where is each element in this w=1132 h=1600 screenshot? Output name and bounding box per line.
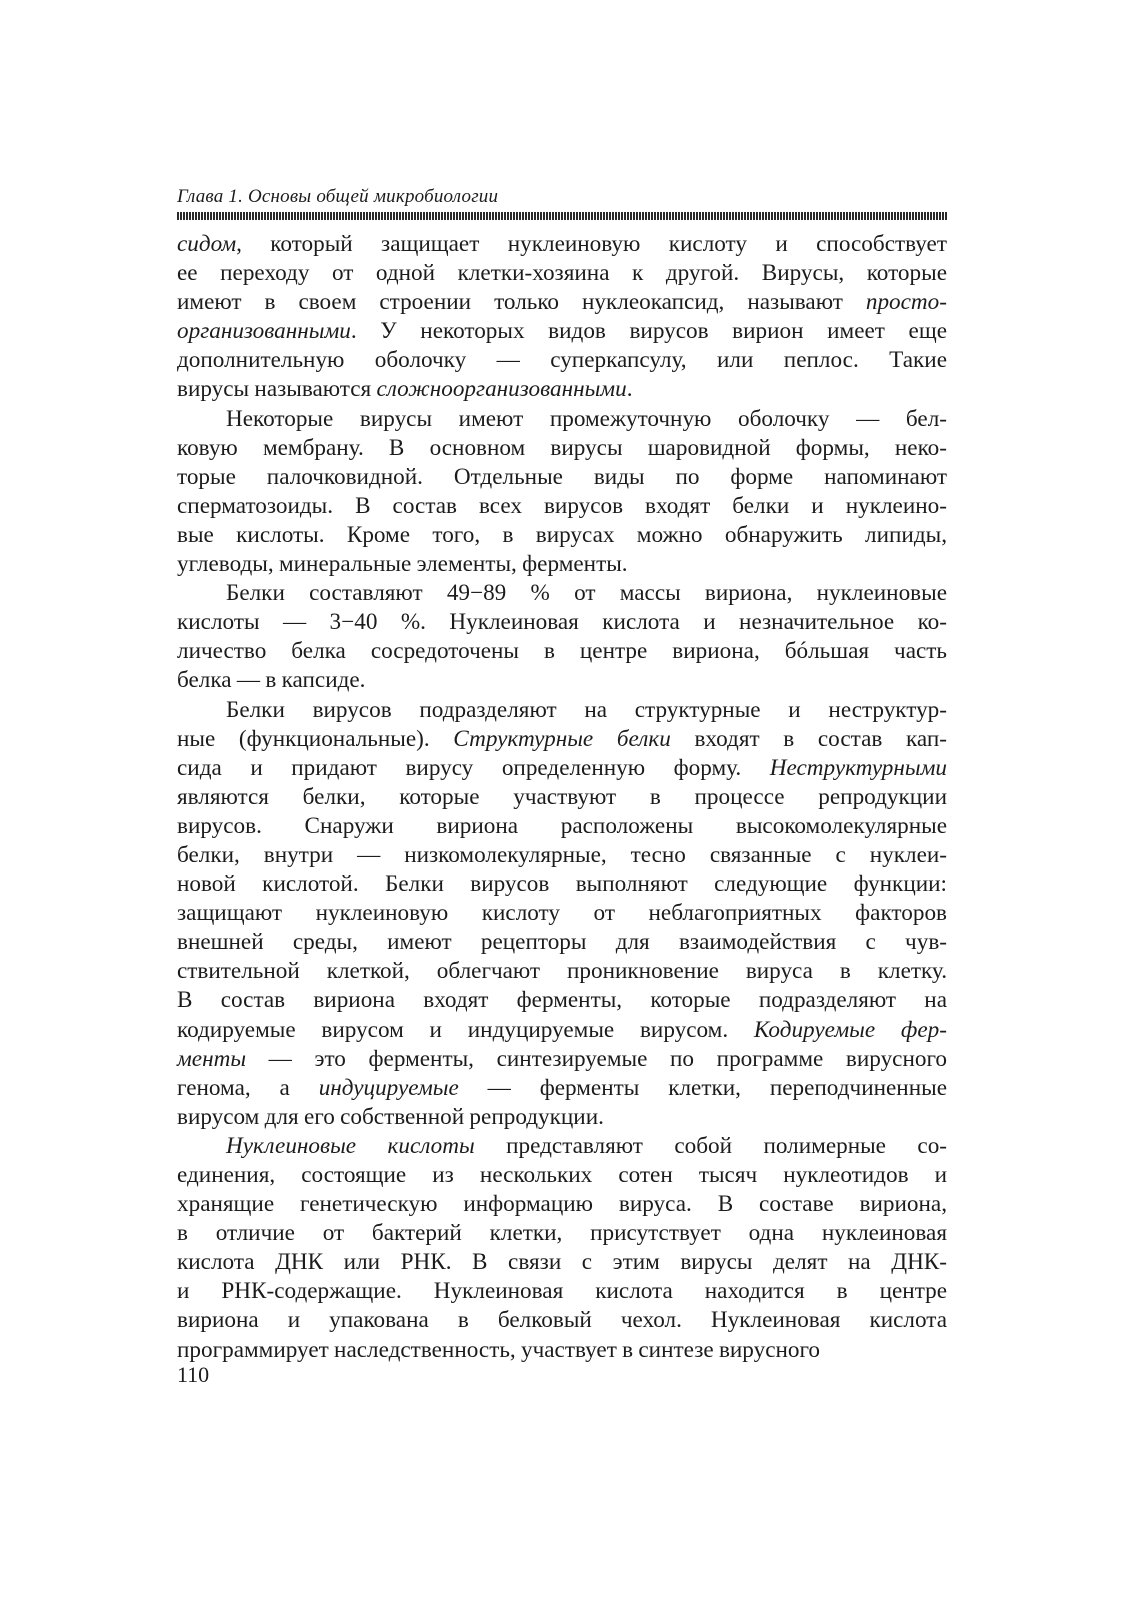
italic-term: Структурные белки — [453, 725, 671, 752]
italic-term: индуцируемые — [318, 1074, 459, 1101]
text-line — [177, 288, 947, 317]
text-line — [177, 1132, 947, 1161]
text-line — [177, 725, 947, 754]
text-run: входят в состав кап- — [670, 725, 947, 752]
paragraph — [177, 1132, 947, 1365]
text-run: , который защищает нуклеиновую кислоту и способствует — [236, 231, 947, 257]
text-run: — это ферменты, синтезируемые по программе вирусного — [246, 1045, 947, 1072]
text-line — [177, 492, 947, 521]
text-line — [177, 1277, 947, 1306]
italic-term: сложноорганизованными — [376, 376, 627, 403]
text-run: белки, внутри — низкомолекулярные, тесно связанные с нуклеи- — [177, 841, 947, 868]
text-line — [177, 783, 947, 812]
text-run: в отличие от бактерий клетки, присутствует одна нуклеиновая — [177, 1220, 947, 1247]
italic-term: Кодируемые фер- — [753, 1016, 947, 1043]
body-text — [177, 230, 947, 1365]
text-line — [177, 346, 947, 375]
text-run: новой кислотой. Белки вирусов выполняют следующие функции: — [177, 871, 947, 898]
text-line — [177, 375, 947, 404]
text-line — [177, 928, 947, 957]
text-line — [177, 434, 947, 463]
text-run: и РНК-содержащие. Нуклеиновая кислота находится в центре — [177, 1278, 947, 1305]
text-run: единения, состоящие из нескольких сотен тысяч нуклеотидов и — [177, 1162, 947, 1188]
italic-term: просто- — [865, 289, 947, 316]
text-run: Некоторые вирусы имеют промежуточную оболочку — бел- — [226, 405, 947, 432]
text-run: В состав вириона входят ферменты, которые подразделяют на — [177, 987, 947, 1014]
italic-term: Неструктурными — [769, 754, 947, 781]
text-run: ее переходу от одной клетки-хозяина к другой. Вирусы, которые — [177, 260, 947, 287]
text-line — [177, 1103, 947, 1132]
text-run: вые кислоты. Кроме того, в вирусах можно обнаружить липиды, — [177, 521, 947, 548]
text-run: защищают нуклеиновую кислоту от неблагоприятных факторов — [177, 900, 947, 927]
text-line — [177, 230, 947, 259]
text-run: — ферменты клетки, переподчиненные — [458, 1074, 947, 1101]
text-line — [177, 317, 947, 346]
text-line — [177, 608, 947, 637]
italic-term: Нуклеиновые кислоты — [226, 1132, 475, 1159]
paragraph — [177, 230, 947, 405]
text-run: углеводы, минеральные элементы, ферменты. — [177, 551, 628, 578]
text-run: представляют собой полимерные со- — [474, 1132, 948, 1159]
text-run: хранящие генетическую информацию вируса. В составе вириона, — [177, 1191, 947, 1218]
text-line — [177, 666, 947, 695]
text-line — [177, 259, 947, 288]
paragraph — [177, 579, 947, 695]
text-run: вириона и упакована в белковый чехол. Нуклеиновая кислота — [177, 1307, 947, 1334]
text-line — [177, 637, 947, 666]
text-line — [177, 550, 947, 579]
text-line — [177, 579, 947, 608]
text-line — [177, 1074, 947, 1103]
text-run: ковую мембрану. В основном вирусы шаровидной формы, неко- — [177, 434, 947, 461]
text-line — [177, 1336, 947, 1365]
text-line — [177, 986, 947, 1015]
text-run: . У некоторых видов вирусов вирион имеет еще — [350, 318, 947, 345]
italic-term: сидом — [177, 231, 237, 257]
paragraph — [177, 696, 947, 1132]
italic-term: организованными — [177, 318, 351, 345]
text-run: имеют в своем строении только нуклеокапсид, называют — [177, 289, 866, 316]
text-run: кодируемые вирусом и индуцируемые вирусом. — [177, 1016, 754, 1043]
text-run: дополнительную оболочку — суперкапсулу, или пеплос. Такие — [177, 347, 947, 374]
text-run: ные (функциональные). — [177, 725, 454, 752]
running-head: Глава 1. Основы общей микробиологии — [177, 186, 499, 207]
text-line — [177, 696, 947, 725]
text-line — [177, 1190, 947, 1219]
text-line — [177, 754, 947, 783]
text-line — [177, 1248, 947, 1277]
text-run: кислота ДНК или РНК. В связи с этим вирусы делят на ДНК- — [177, 1249, 947, 1276]
header-rule — [177, 212, 947, 220]
text-line — [177, 1045, 947, 1074]
text-run: Белки составляют 49−89 % от массы вириона, нуклеиновые — [226, 580, 947, 607]
text-run: сперматозоиды. В состав всех вирусов входят белки и нуклеино- — [177, 492, 947, 519]
text-line — [177, 812, 947, 841]
text-line — [177, 1219, 947, 1248]
text-run: кислоты — 3−40 %. Нуклеиновая кислота и незначительное ко- — [177, 609, 947, 636]
text-run: белка — в капсиде. — [177, 667, 366, 694]
text-line — [177, 870, 947, 899]
text-run: сида и придают вирусу определенную форму. — [177, 754, 770, 781]
text-run: вирусом для его собственной репродукции. — [177, 1103, 604, 1130]
text-line — [177, 1016, 947, 1045]
text-run: внешней среды, имеют рецепторы для взаимодействия с чув- — [177, 929, 947, 956]
text-line — [177, 957, 947, 986]
text-run: Белки вирусов подразделяют на структурные и неструктур- — [226, 696, 947, 723]
text-line — [177, 521, 947, 550]
text-run: являются белки, которые участвуют в процессе репродукции — [177, 783, 947, 810]
text-run: . — [626, 376, 633, 403]
text-line — [177, 405, 947, 434]
text-line — [177, 841, 947, 870]
text-run: вирусы называются — [177, 376, 377, 403]
text-line — [177, 1161, 947, 1190]
text-run: генома, а — [177, 1074, 319, 1101]
text-run: личество белка сосредоточены в центре вириона, бóльшая часть — [177, 638, 947, 665]
text-run: торые палочковидной. Отдельные виды по форме напоминают — [177, 463, 947, 490]
text-run: ствительной клеткой, облегчают проникновение вируса в клетку. — [177, 958, 947, 985]
italic-term: менты — [177, 1045, 247, 1072]
text-line — [177, 463, 947, 492]
text-run: вирусов. Снаружи вириона расположены высокомолекулярные — [177, 812, 947, 839]
paragraph — [177, 405, 947, 580]
page-number: 110 — [177, 1362, 210, 1387]
text-line — [177, 899, 947, 928]
text-run: программирует наследственность, участвует в синтезе вирусного — [177, 1336, 821, 1363]
text-line — [177, 1306, 947, 1335]
